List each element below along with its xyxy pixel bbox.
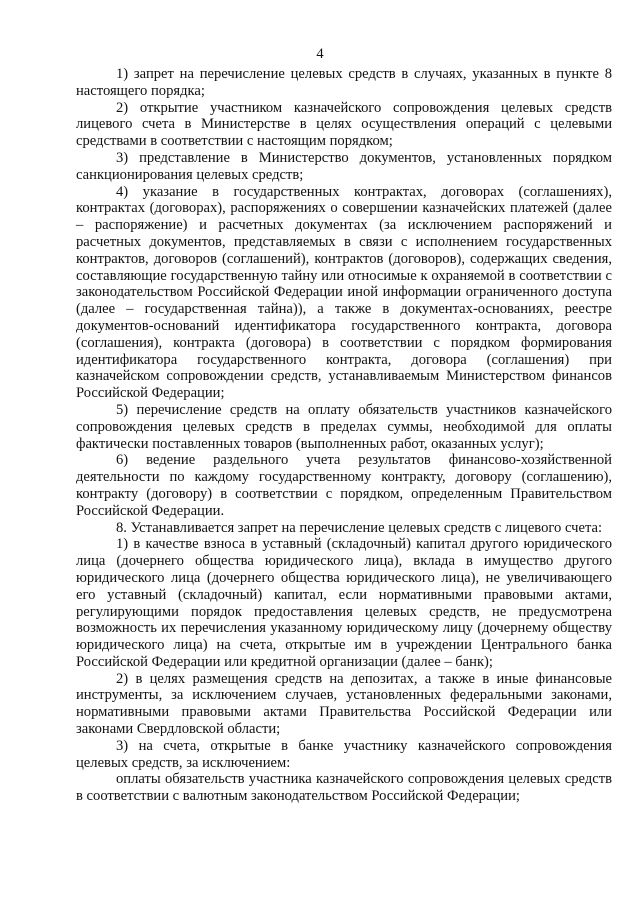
- paragraph-2: 2) открытие участником казначейского сопровождения целевых средств лицевого счета в Министерстве в целях осуществления операций с целевыми средствами в соответствии с настоящим порядком;: [76, 99, 612, 150]
- paragraph-4: 4) указание в государственных контрактах, договорах (соглашениях), контрактах (договорах), распоряжениях о совершении казначейских платежей (далее – распоряжение) и расчетных документах (за исключением распоряжений и расчетных документов, представляемых в связи с исполнением государственных контрактов, договоров (соглашений), контрактов (договоров), содержащих сведения, составляющие государственную тайну или относимые к охраняемой в соответствии с законодательством Российской Федерации иной информации ограниченного доступа (далее – государственная тайна)), а также в документах-основаниях, реестре документов-оснований идентификатора государственного контракта, договора (соглашения), контракта (договора) в соответствии с порядком формирования идентификатора государственного контракта, договора (соглашения) при казначейском сопровождении средств, устанавливаемым Министерством финансов Российской Федерации;: [76, 183, 612, 402]
- section-8-heading: 8. Устанавливается запрет на перечисление целевых средств с лицевого счета:: [116, 519, 603, 536]
- paragraph-8-1: 1) в качестве взноса в уставный (складочный) капитал другого юридического лица (дочернего общества юридического лица), вклада в имущество другого юридического лица (дочернего общества юридического лица), не увеличивающего его уставный (складочный) капитал, если нормативными правовыми актами, регулирующими порядок предоставления целевых средств, не предусмотрена возможность их перечисления указанному юридическому лицу (дочернему обществу юридического лица) на счета, открытые им в учреждении Центрального банка Российской Федерации или кредитной организации (далее – банк);: [76, 536, 612, 670]
- paragraph-3: 3) представление в Министерство документов, установленных порядком санкционирования целевых средств;: [76, 149, 612, 183]
- document-body: [76, 66, 612, 805]
- paragraph-5: 5) перечисление средств на оплату обязательств участников казначейского сопровождения целевых средств в пределах суммы, необходимой для оплаты фактически поставленных товаров (выполненных работ, оказанных услуг);: [76, 401, 612, 452]
- paragraph-6: 6) ведение раздельного учета результатов финансово-хозяйственной деятельности по каждому государственному контракту, договору (соглашению), контракту (договору) в соответствии с порядком, определенным Правительством Российской Федерации.: [76, 452, 612, 519]
- paragraph-8-3: 3) на счета, открытые в банке участнику казначейского сопровождения целевых средств, за исключением:: [76, 737, 612, 771]
- paragraph-8-3-exception: оплаты обязательств участника казначейского сопровождения целевых средств в соответствии с валютным законодательством Российской Федерации;: [76, 771, 612, 805]
- paragraph-1: 1) запрет на перечисление целевых средств в случаях, указанных в пункте 8 настоящего порядка;: [76, 66, 612, 99]
- paragraph-8-2: 2) в целях размещения средств на депозитах, а также в иные финансовые инструменты, за исключением случаев, установленных федеральными законами, нормативными правовыми актами Правительства Российской Федерации или законами Свердловской области;: [76, 670, 612, 738]
- page-number: 4: [316, 46, 324, 62]
